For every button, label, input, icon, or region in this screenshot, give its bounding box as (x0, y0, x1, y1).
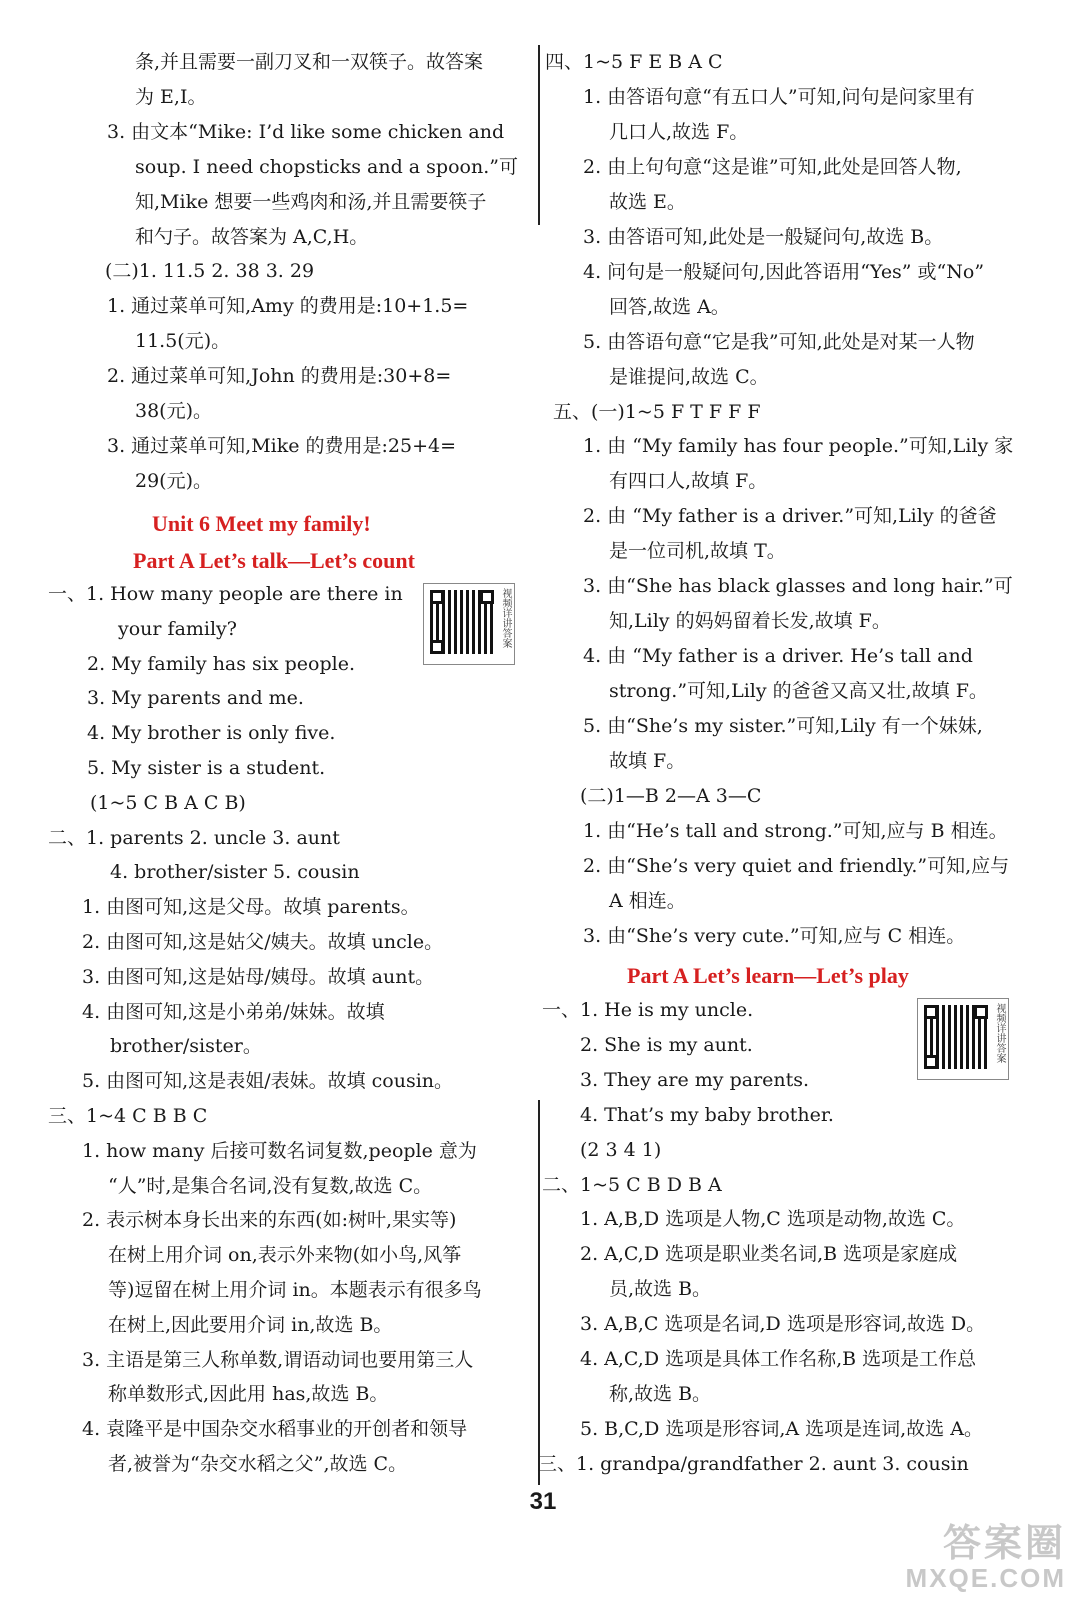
text-line: (1~5 C B A C B) (90, 791, 246, 814)
text-line: 5. 由图可知,这是表姐/表妹。故填 cousin。 (82, 1070, 454, 1093)
text-line: 和勺子。故答案为 A,C,H。 (135, 225, 369, 248)
text-line: 3. 由“She has black glasses and long hair.”可 (583, 575, 1013, 598)
text-line: 2. 由上句句意“这是谁”可知,此处是回答人物, (583, 155, 962, 178)
text-line: 4. My brother is only five. (87, 722, 336, 745)
text-line: 五、(一)1~5 F T F F F (553, 400, 761, 423)
text-line: 条,并且需要一副刀叉和一双筷子。故答案 (135, 51, 484, 73)
unit-title: Unit 6 Meet my family! (152, 511, 371, 536)
text-line: 是一位司机,故填 T。 (609, 540, 786, 563)
text-line: 3. My parents and me. (87, 687, 304, 710)
text-line: 者,被誉为“杂交水稻之父”,故选 C。 (108, 1453, 408, 1475)
text-line: 1. 由答语句意“有五口人”可知,问句是问家里有 (583, 85, 975, 108)
text-line: 故填 F。 (609, 750, 686, 772)
text-line: 在树上,因此要用介词 in,故选 B。 (108, 1313, 393, 1336)
text-line: 一、1. How many people are there in (48, 583, 403, 605)
text-line: 4. That’s my baby brother. (580, 1103, 834, 1126)
text-line: 2. 由“She’s very quiet and friendly.”可知,应与 (583, 854, 1010, 877)
qr-code-icon[interactable] (917, 998, 1009, 1080)
text-line: 2. 表示树本身长出来的东西(如:树叶,果实等) (82, 1209, 457, 1232)
text-line: 4. brother/sister 5. cousin (110, 861, 360, 884)
text-line: soup. I need chopsticks and a spoon.”可 (135, 155, 518, 178)
text-line: 称,故选 B。 (609, 1382, 712, 1405)
text-line: 员,故选 B。 (609, 1278, 712, 1301)
text-line: 1. 由“He’s tall and strong.”可知,应与 B 相连。 (583, 819, 1008, 842)
text-line: 回答,故选 A。 (609, 295, 730, 318)
text-line: (二)1—B 2—A 3—C (580, 784, 762, 807)
text-line: 称单数形式,因此用 has,故选 B。 (108, 1383, 389, 1406)
text-line: 为 E,I。 (135, 85, 207, 108)
watermark-logo: 答案圈 (942, 1523, 1066, 1565)
watermark (906, 1524, 1066, 1592)
text-line: 4. 由 “My father is a driver. He’s tall and (583, 645, 973, 668)
column-divider (538, 45, 540, 225)
text-line: 三、1. grandpa/grandfather 2. aunt 3. cousin (538, 1452, 969, 1475)
watermark-url: MXQE.COM (905, 1563, 1066, 1593)
text-line: 38(元)。 (135, 400, 213, 422)
text-line: 有四口人,故填 F。 (609, 470, 768, 493)
text-line: 4. 问句是一般疑问句,因此答语用“Yes” 或“No” (583, 260, 985, 283)
part-title-learn: Part A Let’s learn—Let’s play (627, 963, 909, 988)
text-line: 2. She is my aunt. (580, 1033, 753, 1056)
text-line: 2. My family has six people. (87, 652, 356, 675)
text-line: 29(元)。 (135, 469, 213, 492)
text-line: 四、1~5 F E B A C (545, 51, 723, 73)
text-line: 2. 通过菜单可知,John 的费用是:30+8= (107, 365, 452, 388)
text-line: 1. 由 “My family has four people.”可知,Lily 家 (583, 435, 1014, 458)
text-line: 一、1. He is my uncle. (542, 999, 754, 1021)
text-line: 3. 主语是第三人称单数,谓语动词也要用第三人 (82, 1348, 474, 1371)
text-line: 3. 由文本“Mike: I’d like some chicken and (107, 120, 505, 143)
text-line: 5. B,C,D 选项是形容词,A 选项是连词,故选 A。 (580, 1417, 983, 1440)
page-number: 31 (529, 1488, 557, 1515)
text-line: 4. 由图可知,这是小弟弟/妹妹。故填 (82, 1000, 385, 1023)
text-line: 知,Mike 想要一些鸡肉和汤,并且需要筷子 (135, 190, 487, 213)
text-line: 2. 由图可知,这是姑父/姨夫。故填 uncle。 (82, 931, 444, 953)
text-line: 5. 由“She’s my sister.”可知,Lily 有一个妹妹, (583, 715, 983, 738)
text-line: (二)1. 11.5 2. 38 3. 29 (105, 260, 315, 283)
text-line: 三、1~4 C B B C (48, 1105, 208, 1127)
text-line: (2 3 4 1) (580, 1138, 662, 1161)
text-line: 4. A,C,D 选项是具体工作名称,B 选项是工作总 (580, 1348, 977, 1370)
text-line: 是谁提问,故选 C。 (609, 365, 769, 388)
text-line: 3. 由答语可知,此处是一般疑问句,故选 B。 (583, 225, 944, 248)
text-line: A 相连。 (609, 889, 686, 912)
text-line: 5. My sister is a student. (87, 757, 326, 779)
text-line: 4. 袁隆平是中国杂交水稻事业的开创者和领导 (82, 1418, 468, 1441)
text-line: 二、1. parents 2. uncle 3. aunt (48, 826, 340, 849)
text-line: 11.5(元)。 (135, 330, 231, 353)
text-line: 1. 通过菜单可知,Amy 的费用是:10+1.5= (107, 295, 469, 318)
text-line: 知,Lily 的妈妈留着长发,故填 F。 (609, 610, 891, 633)
text-line: 1. 由图可知,这是父母。故填 parents。 (82, 896, 420, 919)
text-line: 3. 由图可知,这是姑母/姨母。故填 aunt。 (82, 965, 435, 988)
text-line: your family? (118, 617, 237, 640)
part-title-talk: Part A Let’s talk—Let’s count (133, 548, 415, 573)
text-line: 几口人,故选 F。 (609, 120, 749, 143)
text-line: 3. 由“She’s very cute.”可知,应与 C 相连。 (583, 924, 966, 947)
text-line: brother/sister。 (110, 1035, 262, 1058)
text-line: 故选 E。 (609, 190, 686, 213)
text-line: 1. A,B,D 选项是人物,C 选项是动物,故选 C。 (580, 1208, 966, 1231)
column-divider (538, 1100, 540, 1485)
qr-code-icon[interactable] (423, 583, 515, 665)
text-line: 2. 由 “My father is a driver.”可知,Lily 的爸爸 (583, 505, 997, 528)
text-line: 3. 通过菜单可知,Mike 的费用是:25+4= (107, 434, 457, 457)
text-line: 等)逗留在树上用介词 in。本题表示有很多鸟 (108, 1279, 482, 1301)
text-line: 3. A,B,C 选项是名词,D 选项是形容词,故选 D。 (580, 1313, 986, 1336)
text-line: strong.”可知,Lily 的爸爸又高又壮,故填 F。 (609, 680, 988, 703)
text-line: 2. A,C,D 选项是职业类名词,B 选项是家庭成 (580, 1243, 958, 1266)
text-line: 二、1~5 C B D B A (542, 1173, 722, 1196)
qr-label: 视频详讲答案 (500, 588, 511, 648)
text-line: 在树上用介词 on,表示外来物(如小鸟,风筝 (108, 1244, 462, 1267)
qr-label: 视频详讲答案 (994, 1003, 1005, 1063)
text-line: 1. how many 后接可数名词复数,people 意为 (82, 1139, 477, 1162)
text-line: 5. 由答语句意“它是我”可知,此处是对某一人物 (583, 330, 975, 353)
text-line: 3. They are my parents. (580, 1068, 810, 1091)
text-line: “人”时,是集合名词,没有复数,故选 C。 (108, 1174, 433, 1197)
